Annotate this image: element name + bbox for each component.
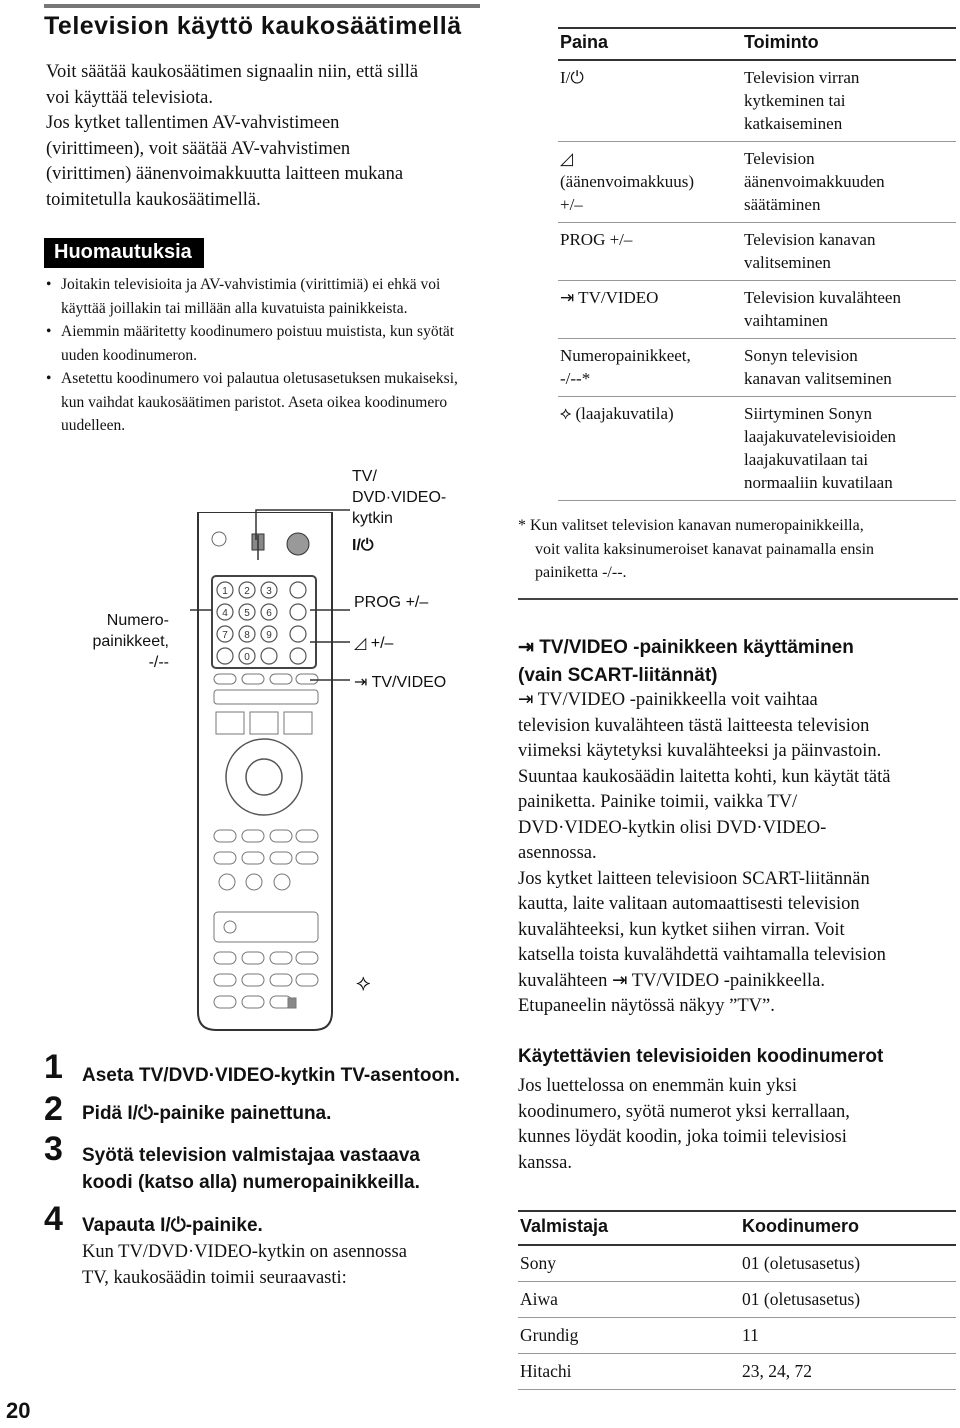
numbers-label-line: painikkeet, bbox=[92, 633, 169, 650]
intro-paragraph bbox=[46, 60, 486, 213]
step-text: Vapauta I/⏻-painike. bbox=[82, 1215, 263, 1236]
prog-label: PROG +/– bbox=[354, 594, 429, 611]
svg-text:9: 9 bbox=[266, 630, 272, 641]
paragraph-line: asennossa. bbox=[518, 843, 597, 863]
cell-line: ⇥ TV/VIDEO bbox=[560, 288, 659, 307]
action-cell bbox=[742, 142, 956, 223]
section-title: Television käyttö kaukosäätimellä bbox=[44, 12, 462, 40]
code-cell: 23, 24, 72 bbox=[740, 1354, 956, 1390]
note-item: • Aiemmin määritetty koodinumero poistuu muistista, kun syötät uuden koodinumeron. bbox=[44, 320, 484, 367]
action-cell bbox=[742, 339, 956, 397]
cell-line: Television virran bbox=[744, 68, 860, 87]
press-cell bbox=[558, 339, 742, 397]
step-text: Syötä television valmistajaa vastaava koodi (katso alla) numeropainikkeilla. bbox=[82, 1145, 420, 1193]
step4-note-line: Kun TV/DVD·VIDEO-kytkin on asennossa bbox=[82, 1242, 407, 1262]
cell-line: katkaiseminen bbox=[744, 114, 843, 133]
column-header: Koodinumero bbox=[740, 1211, 956, 1245]
intro-line: (virittimeen), voit säätää AV-vahvistimen bbox=[46, 138, 351, 159]
table-row bbox=[558, 223, 956, 281]
cell-line: valitseminen bbox=[744, 253, 831, 272]
cell-line: säätäminen bbox=[744, 195, 821, 214]
paragraph-line: katsella toista kuvalähdettä vaihtamalla television bbox=[518, 945, 886, 965]
switch-label-line: DVD·VIDEO- bbox=[352, 489, 447, 506]
intro-line: voi käyttää televisiota. bbox=[46, 87, 213, 108]
tvvideo-heading-line bbox=[518, 634, 854, 662]
table-row bbox=[558, 339, 956, 397]
cell-line: kytkeminen tai bbox=[744, 91, 846, 110]
intro-line: (virittimen) äänenvoimakkuutta laitteen mukana bbox=[46, 164, 404, 184]
tvvideo-label-text: TV/VIDEO bbox=[371, 674, 447, 691]
paragraph-line: Suuntaa kaukosäädin laitetta kohti, kun käytät tätä bbox=[518, 766, 891, 787]
step-number: 1 bbox=[44, 1048, 63, 1086]
operations-table bbox=[558, 27, 956, 501]
paragraph-line: Jos kytket laitteen televisioon SCART-liitännän bbox=[518, 868, 870, 889]
cell-line: Numeropainikkeet, bbox=[560, 346, 691, 365]
title-rule bbox=[44, 4, 480, 8]
input-select-icon: ⇥ bbox=[354, 674, 372, 691]
cell-line: Television kuvalähteen bbox=[744, 288, 901, 307]
action-cell bbox=[742, 281, 956, 339]
notes-heading: Huomautuksia bbox=[44, 238, 204, 268]
code-cell: 01 (oletusasetus) bbox=[740, 1282, 956, 1318]
cell-line: +/– bbox=[560, 195, 583, 214]
switch-label bbox=[352, 466, 446, 529]
numbers-label-line: -/-- bbox=[148, 654, 169, 671]
notes-list bbox=[44, 273, 484, 438]
table-row bbox=[518, 1354, 956, 1390]
action-cell bbox=[742, 223, 956, 281]
svg-text:2: 2 bbox=[244, 586, 250, 597]
svg-text:7: 7 bbox=[222, 630, 228, 641]
remote-leader-lines bbox=[150, 480, 360, 980]
cell-line: Television kanavan bbox=[744, 230, 876, 249]
footnote bbox=[518, 514, 958, 585]
press-cell bbox=[558, 60, 742, 142]
table-row bbox=[518, 1318, 956, 1354]
step-text: Aseta TV/DVD·VIDEO-kytkin TV-asentoon. bbox=[82, 1065, 460, 1086]
cell-line: vaihtaminen bbox=[744, 311, 829, 330]
wide-mode-icon: ⟡ bbox=[356, 970, 371, 995]
cell-line: PROG +/– bbox=[560, 230, 633, 249]
press-cell bbox=[558, 223, 742, 281]
step-number: 2 bbox=[44, 1090, 63, 1128]
action-cell bbox=[742, 60, 956, 142]
cell-line: Siirtyminen Sonyn bbox=[744, 404, 872, 423]
step4-note bbox=[82, 1240, 502, 1291]
svg-text:8: 8 bbox=[244, 630, 250, 641]
step-number: 4 bbox=[44, 1200, 63, 1238]
table-row bbox=[558, 281, 956, 339]
cell-line: ⟡ (laajakuvatila) bbox=[560, 404, 674, 423]
cell-line: I/⏻ bbox=[560, 68, 584, 87]
svg-text:6: 6 bbox=[266, 608, 272, 619]
codes-table bbox=[518, 1210, 956, 1390]
switch-label-line: TV/ bbox=[352, 468, 377, 485]
paragraph-line: ⇥ TV/VIDEO -painikkeella voit vaihtaa bbox=[518, 690, 818, 710]
cell-line: laajakuvatilaan tai bbox=[744, 450, 869, 469]
cell-line: laajakuvatelevisioiden bbox=[744, 427, 896, 446]
table-header-row bbox=[518, 1211, 956, 1245]
paragraph-line: kuvalähteeksi, kun kytket siihen virran. Voit bbox=[518, 919, 845, 940]
table-row bbox=[558, 60, 956, 142]
paragraph-line: television kuvalähteen tästä laitteesta television bbox=[518, 715, 870, 736]
cell-line: normaaliin kuvatilaan bbox=[744, 473, 893, 492]
action-cell bbox=[742, 397, 956, 501]
intro-line: toimitetulla kaukosäätimellä. bbox=[46, 189, 261, 210]
numbers-label bbox=[85, 610, 169, 673]
note-item: • Asetettu koodinumero voi palautua oletusasetuksen mukaiseksi, kun vaihdat kaukosäätimen paristot. Aseta oikea koodinumero uudelleen. bbox=[44, 367, 484, 438]
cell-line: ◿ bbox=[560, 149, 574, 168]
numbers-label-line: Numero- bbox=[106, 612, 169, 629]
paragraph-line: Jos luettelossa on enemmän kuin yksi bbox=[518, 1076, 798, 1096]
power-label: I/⏻ bbox=[352, 537, 374, 554]
column-header: Toiminto bbox=[742, 28, 956, 60]
cell-line: kanavan valitseminen bbox=[744, 369, 892, 388]
column-header: Paina bbox=[558, 28, 742, 60]
svg-text:4: 4 bbox=[222, 608, 228, 619]
intro-line: Jos kytket tallentimen AV-vahvistimeen bbox=[46, 113, 340, 133]
codes-paragraph bbox=[518, 1074, 958, 1176]
cell-line: Sonyn television bbox=[744, 346, 858, 365]
intro-line: Voit säätää kaukosäätimen signaalin niin, että sillä bbox=[46, 62, 419, 82]
footnote-line: voit valita kaksinumeroiset kanavat painamalla ensin bbox=[535, 540, 875, 558]
cell-line: (äänenvoimakkuus) bbox=[560, 172, 695, 191]
table-row bbox=[518, 1282, 956, 1318]
manufacturer-cell: Sony bbox=[518, 1245, 740, 1282]
tvvideo-heading bbox=[518, 634, 854, 690]
press-cell bbox=[558, 281, 742, 339]
section-divider bbox=[518, 598, 958, 600]
footnote-line: * Kun valitset television kanavan numeropainikkeilla, bbox=[518, 517, 864, 534]
input-select-icon: ⇥ bbox=[518, 637, 540, 658]
paragraph-line: kunnes löydät koodin, joka toimii televisiosi bbox=[518, 1127, 847, 1147]
paragraph-line: kautta, laite valitaan automaattisesti television bbox=[518, 894, 860, 914]
step-number: 3 bbox=[44, 1130, 63, 1168]
cell-line: äänenvoimakkuuden bbox=[744, 172, 885, 191]
manufacturer-cell: Grundig bbox=[518, 1318, 740, 1354]
tvvideo-paragraph bbox=[518, 688, 958, 1020]
tvvideo-heading-text: TV/VIDEO -painikkeen käyttäminen bbox=[539, 637, 854, 658]
column-header: Valmistaja bbox=[518, 1211, 740, 1245]
tvvideo-heading-line: (vain SCART-liitännät) bbox=[518, 665, 718, 686]
svg-text:0: 0 bbox=[244, 652, 250, 663]
paragraph-line: viimeksi käytetyksi kuvalähteeksi ja päinvastoin. bbox=[518, 741, 882, 761]
table-row bbox=[558, 397, 956, 501]
svg-text:5: 5 bbox=[244, 608, 250, 619]
page-number: 20 bbox=[6, 1398, 31, 1423]
code-cell: 11 bbox=[740, 1318, 956, 1354]
volume-label-text: +/– bbox=[370, 635, 394, 652]
table-header-row bbox=[558, 28, 956, 60]
manufacturer-cell: Aiwa bbox=[518, 1282, 740, 1318]
codes-heading: Käytettävien televisioiden koodinumerot bbox=[518, 1046, 884, 1067]
step-text: Pidä I/⏻-painike painettuna. bbox=[82, 1103, 332, 1124]
paragraph-line: DVD·VIDEO-kytkin olisi DVD·VIDEO- bbox=[518, 817, 827, 838]
paragraph-line: Etupaneelin näytössä näkyy ”TV”. bbox=[518, 996, 775, 1016]
svg-text:3: 3 bbox=[266, 586, 272, 597]
cell-line: Television bbox=[744, 149, 815, 168]
table-row bbox=[518, 1245, 956, 1282]
paragraph-line: koodinumero, syötä numerot yksi kerrallaan, bbox=[518, 1101, 850, 1122]
press-cell bbox=[558, 397, 742, 501]
code-cell: 01 (oletusasetus) bbox=[740, 1245, 956, 1282]
paragraph-line: painiketta. Painike toimii, vaikka TV/ bbox=[518, 792, 798, 812]
volume-label bbox=[354, 633, 393, 654]
press-cell bbox=[558, 142, 742, 223]
manufacturer-cell: Hitachi bbox=[518, 1354, 740, 1390]
table-row bbox=[558, 142, 956, 223]
switch-label-line: kytkin bbox=[352, 510, 393, 527]
note-item: • Joitakin televisioita ja AV-vahvistimia (virittimiä) ei ehkä voi käyttää joillakin tai millään alla kuvatuista painikkeista. bbox=[44, 273, 484, 320]
footnote-line: painiketta -/--. bbox=[535, 564, 627, 581]
paragraph-line: kuvalähteen ⇥ TV/VIDEO -painikkeella. bbox=[518, 970, 825, 991]
paragraph-line: kanssa. bbox=[518, 1152, 572, 1173]
cell-line: -/--* bbox=[560, 369, 591, 388]
step4-note-line: TV, kaukosäädin toimii seuraavasti: bbox=[82, 1267, 347, 1288]
volume-icon: ◿ bbox=[354, 635, 371, 652]
tvvideo-label bbox=[354, 672, 446, 693]
svg-text:1: 1 bbox=[222, 586, 228, 597]
